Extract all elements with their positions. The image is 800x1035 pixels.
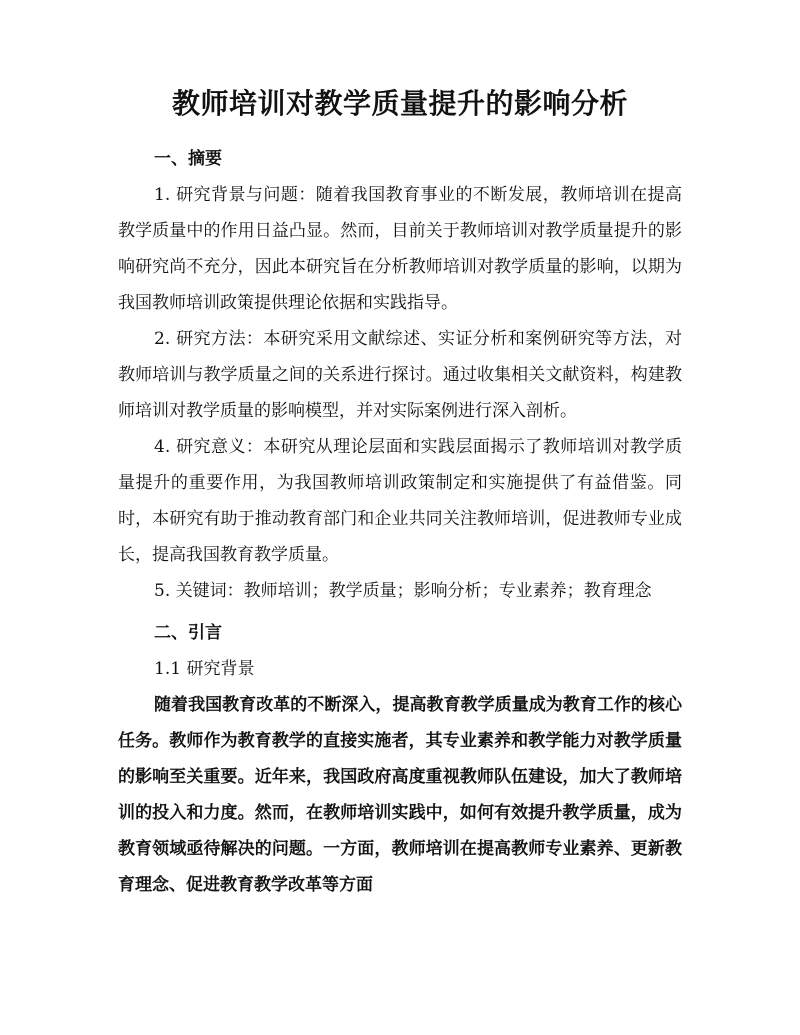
abstract-item-significance: 4. 研究意义：本研究从理论层面和实践层面揭示了教师培训对教学质量提升的重要作用，为我国教师培训政策制定和实施提供了有益借鉴。同时，本研究有助于推动教育部门和企业共同关注教师培训，促进教师专业成长，提高我国教育教学质量。 bbox=[118, 437, 682, 566]
document-title: 教师培训对教学质量提升的影响分析 bbox=[171, 87, 628, 120]
document-page bbox=[118, 84, 682, 903]
section-heading-introduction: 二、引言 bbox=[154, 623, 222, 644]
abstract-item-method: 2. 研究方法：本研究采用文献综述、实证分析和案例研究等方法，对教师培训与教学质量之间的关系进行探讨。通过收集相关文献资料，构建教师培训对教学质量的影响模型，并对实际案例进行深入剖析。 bbox=[118, 329, 682, 422]
section-heading-abstract: 一、摘要 bbox=[154, 149, 222, 170]
abstract-item-keywords: 5. 关键词：教师培训；教学质量；影响分析；专业素养；教育理念 bbox=[154, 581, 652, 602]
background-paragraph: 随着我国教育改革的不断深入，提高教育教学质量成为教育工作的核心任务。教师作为教育教学的直接实施者，其专业素养和教学能力对教学质量的影响至关重要。近年来，我国政府高度重视教师队伍建设，加大了教师培训的投入和力度。然而，在教师培训实践中，如何有效提升教学质量，成为教育领域亟待解决的问题。一方面，教师培训在提高教师专业素养、更新教育理念、促进教育教学改革等方面 bbox=[118, 695, 682, 896]
subsection-heading-background: 1.1 研究背景 bbox=[154, 659, 255, 680]
abstract-item-background: 1. 研究背景与问题：随着我国教育事业的不断发展，教师培训在提高教学质量中的作用日益凸显。然而，目前关于教师培训对教学质量提升的影响研究尚不充分，因此本研究旨在分析教师培训对教学质量的影响，以期为我国教师培训政策提供理论依据和实践指导。 bbox=[118, 185, 682, 314]
